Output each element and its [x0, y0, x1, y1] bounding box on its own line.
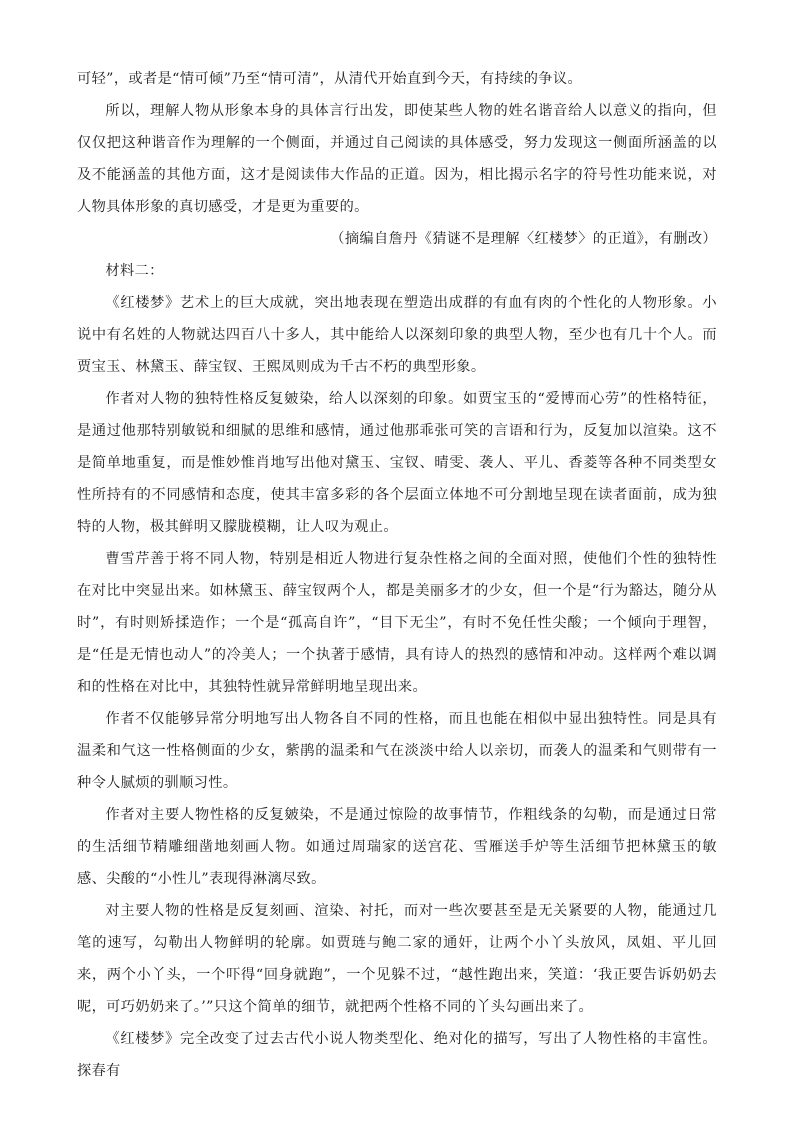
paragraph-continued: 可轻”，或者是“情可倾”乃至“情可清”，从清代开始直到今天，有持续的争议。 — [77, 71, 583, 87]
paragraph: 对主要人物的性格是反复刻画、渲染、衬托，而对一些次要甚至是无关紧要的人物，能通过几笔的速写，勾勒出人物鲜明的轮廓。如贾琏与鲍二家的通奸，让两个小丫头放风，凤姐、平儿回来，两个小丫头，一个吓得“回身就跑”，一个见躲不过，“越性跑出来，笑道：‘我正要告诉奶奶去呢，可巧奶奶来了。’”只这个简单的细节，就把两个性格不同的丫头勾画出来了。 — [77, 903, 717, 1015]
paragraph: 作者对主要人物性格的反复皴染，不是通过惊险的故事情节，作粗线条的勾勒，而是通过日常的生活细节精雕细凿地刻画人物。如通过周瑞家的送宫花、雪雁送手炉等生活细节把林黛玉的敏感、尖酸的“小性儿”表现得淋漓尽致。 — [77, 807, 717, 887]
paragraph: 作者对人物的独特性格反复皴染，给人以深刻的印象。如贾宝玉的“爱博而心劳”的性格特征，是通过他那特别敏锐和细腻的思维和感情，通过他那乖张可笑的言语和行为，反复加以渲染。这不是简单地重复，而是惟妙惟肖地写出他对黛玉、宝钗、晴雯、袭人、平儿、香菱等各种不同类型女性所持有的不同感情和态度，使其丰富多彩的各个层面立体地不可分割地呈现在读者面前，成为独特的人物，极其鲜明又朦胧模糊，让人叹为观止。 — [77, 391, 717, 535]
paragraph-conclusion: 所以，理解人物从形象本身的具体言行出发，即使某些人物的姓名谐音给人以意义的指向，但仅仅把这种谐音作为理解的一个侧面，并通过自己阅读的具体感受，努力发现这一侧面所涵盖的以及不能涵盖的其他方面，这才是阅读伟大作品的正道。因为，相比揭示名字的符号性功能来说，对人物具体形象的真切感受，才是更为重要的。 — [77, 103, 717, 215]
source-citation: （摘编自詹丹《猜谜不是理解〈红楼梦〉的正道》，有删改） — [330, 231, 717, 247]
section-heading: 材料二： — [105, 263, 164, 279]
paragraph: 《红楼梦》完全改变了过去古代小说人物类型化、绝对化的描写，写出了人物性格的丰富性。探春有 — [77, 1031, 717, 1079]
paragraph: 《红楼梦》艺术上的巨大成就，突出地表现在塑造出成群的有血有肉的个性化的人物形象。小说中有名姓的人物就达四百八十多人，其中能给人以深刻印象的典型人物，至少也有几十个人。而贾宝玉、林黛玉、薛宝钗、王熙凤则成为千古不朽的典型形象。 — [77, 295, 717, 375]
paragraph: 作者不仅能够异常分明地写出人物各自不同的性格，而且也能在相似中显出独特性。同是具有温柔和气这一性格侧面的少女，紫鹃的温柔和气在淡淡中给人以亲切，而袭人的温柔和气则带有一种令人腻烦的驯顺习性。 — [77, 711, 717, 791]
paragraph: 曹雪芹善于将不同人物，特别是相近人物进行复杂性格之间的全面对照，使他们个性的独特性在对比中突显出来。如林黛玉、薛宝钗两个人，都是美丽多才的少女，但一个是“行为豁达，随分从时”，有时则矫揉造作；一个是“孤高自许”，“目下无尘”，有时不免任性尖酸；一个倾向于理智，是“任是无情也动人”的冷美人；一个执著于感情，具有诗人的热烈的感情和冲动。这样两个难以调和的性格在对比中，其独特性就异常鲜明地呈现出来。 — [77, 551, 717, 695]
